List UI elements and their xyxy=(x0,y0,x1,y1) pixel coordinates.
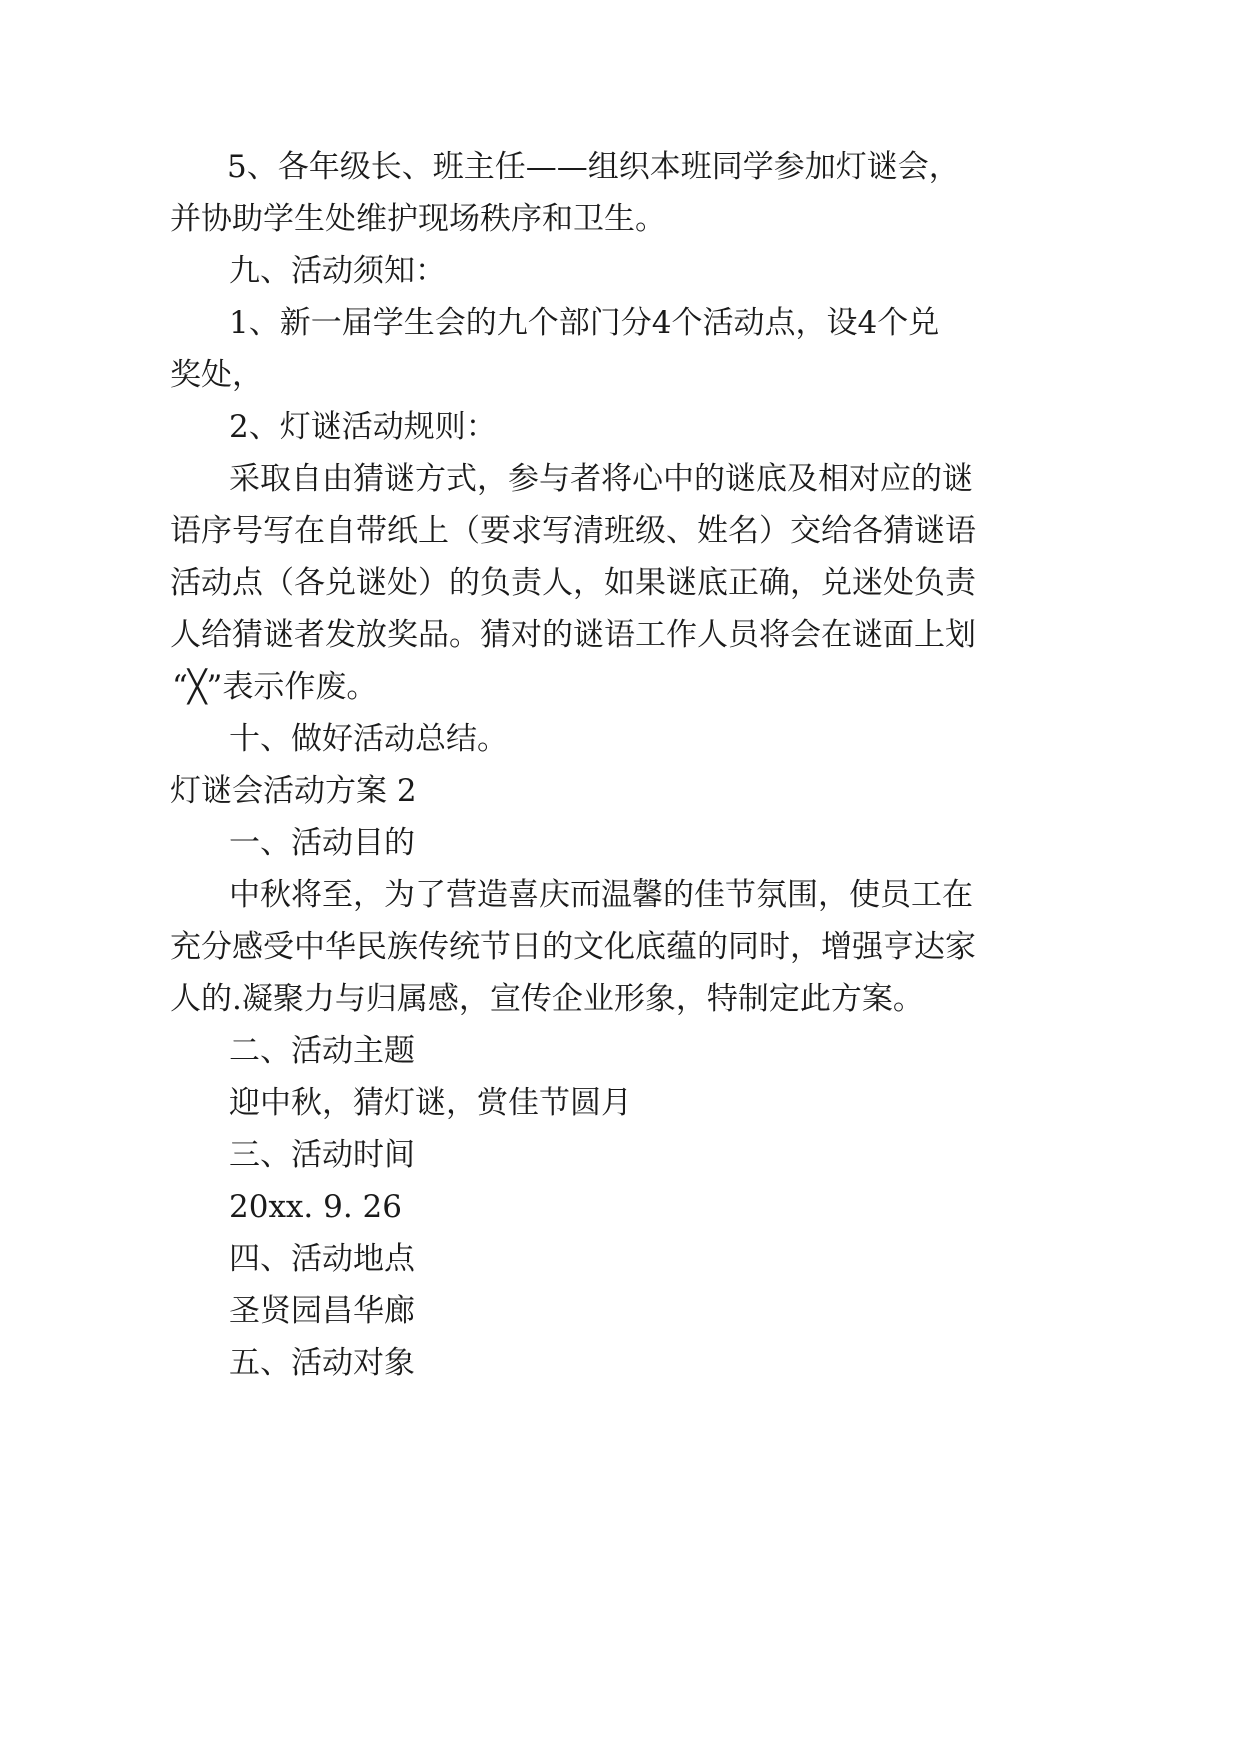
section-heading: 一、活动目的 xyxy=(229,825,415,861)
section-heading: 五、活动对象 xyxy=(229,1345,415,1381)
text-line: 2、灯谜活动规则： xyxy=(229,409,497,445)
text-line: 5 、 各 年 级 长 、 班 主 任 — — 组 织 本 班 同 学 参 加 灯 谜 会 ， xyxy=(227,149,960,185)
text-line: 充 分 感 受 中 华 民 族 传 统 节 日 的 文 化 底 蕴 的 同 时 ， 增 强 亨 达 家 xyxy=(170,929,976,965)
text-line: 采 取 自 由 猜 谜 方 式 ， 参 与 者 将 心 中 的 谜 底 及 相 对 应 的 谜 xyxy=(229,461,973,497)
section-heading: 九、活动须知： xyxy=(229,253,446,289)
text-line: 奖处， xyxy=(170,357,263,393)
section-heading: 三、活动时间 xyxy=(229,1137,415,1173)
section-heading: 十、做好活动总结。 xyxy=(229,721,508,757)
text-line: 人的.凝聚力与归属感，宣传企业形象，特制定此方案。 xyxy=(170,981,924,1017)
text-line: 20xx. 9. 26 xyxy=(229,1189,402,1225)
text-line: 活 动 点 （ 各 兑 谜 处 ） 的 负 责 人 ， 如 果 谜 底 正 确 ， 兑 迷 处 负 责 xyxy=(170,565,976,601)
text-line: 圣贤园昌华廊 xyxy=(229,1293,415,1329)
document-title: 灯谜会活动方案 2 xyxy=(170,773,417,809)
section-heading: 四、活动地点 xyxy=(229,1241,415,1277)
text-line: 迎中秋，猜灯谜，赏佳节圆月 xyxy=(229,1085,632,1121)
text-line: “╳”表示作废。 xyxy=(172,669,378,705)
text-line: 1 、 新 一 届 学 生 会 的 九 个 部 门 分 4 个 活 动 点 ， 设 4 个 兑 xyxy=(229,305,940,341)
text-line: 人 给 猜 谜 者 发 放 奖 品 。 猜 对 的 谜 语 工 作 人 员 将 会 在 谜 面 上 划 xyxy=(170,617,976,653)
section-heading: 二、活动主题 xyxy=(229,1033,415,1069)
text-line: 并协助学生处维护现场秩序和卫生。 xyxy=(170,201,666,237)
text-line: 中 秋 将 至 ， 为 了 营 造 喜 庆 而 温 馨 的 佳 节 氛 围 ， 使 员 工 在 xyxy=(229,877,973,913)
text-line: 语 序 号 写 在 自 带 纸 上 （ 要 求 写 清 班 级 、 姓 名 ） 交 给 各 猜 谜 语 xyxy=(170,513,976,549)
